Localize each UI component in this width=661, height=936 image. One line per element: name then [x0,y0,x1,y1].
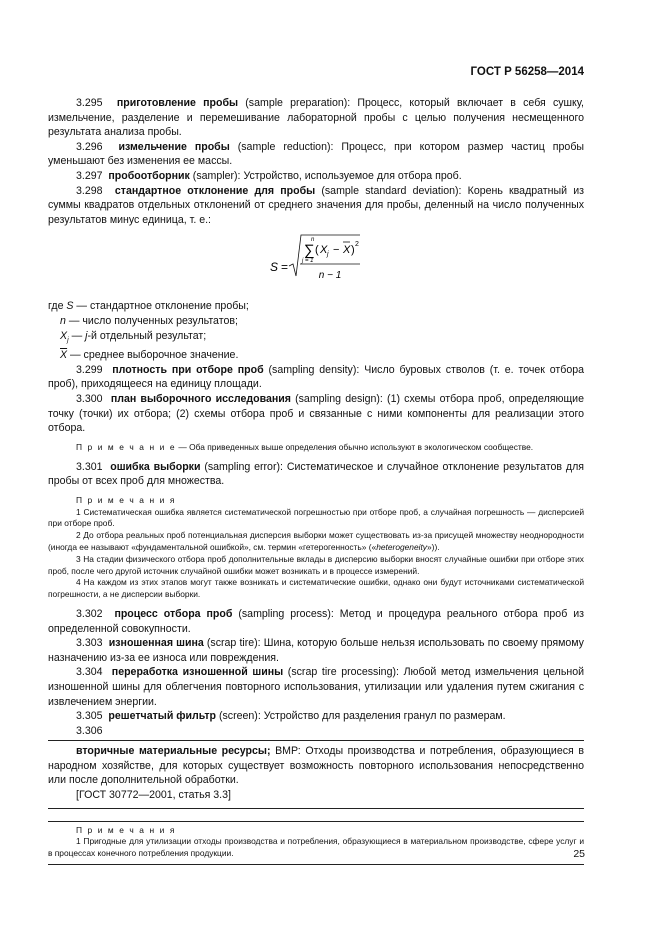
term: переработка изношенной шины [111,666,284,679]
xj-symbol: X [320,244,328,257]
term: плотность при отборе проб [112,363,264,376]
quoted-definition: вторичные материальные ресурсы; ВМР: Отходы производства и потребления, образующиеся в народном хозяйстве, для которых существует возможность повторного использования непосредственно или после дополнительной обработки. [48,745,584,787]
quoted-definition-box [48,740,584,808]
notes-3-306-box: П р и м е ч а н и я 1 Пригодные для утилизации отходы производства и потребления, образующиеся в материальном производстве, сфере услуг и в процессах конечного потребления продукции. [48,821,584,865]
note-2: 2 До отбора реальных проб потенциальная дисперсия выборки может существовать из-за присущей множеству неоднородности (иногда ее называют «фундаментальной ошибкой», см. термин «гетерогенность» («heterogeneity»)). [48,530,584,552]
entry-3-299: 3.299 плотность при отборе проб (sampling density): Число буровых стволов (т. е. точек отбора проб), приходящееся на единицу площади. [48,363,585,391]
entry-3-304: 3.304 переработка изношенной шины (scrap tire processing): Любой метод измельчения цельной изношенной шины для облегчения повторного использования, утилизации или удаления путем сжигания с извлечением энергии. [48,666,585,708]
note-1: 1 Систематическая ошибка является систематической погрешностью при отборе проб, а случайная погрешность — дисперсией при отборе проб. [48,506,584,529]
def-xbar: $\overline{X}$ — среднее выборочное значение. [60,349,239,362]
term: приготовление пробы [116,97,239,109]
term: измельчение пробы [118,140,230,153]
def-xj: $X_j$ — j-й отдельный результат; [60,329,207,344]
sum-sign: ∑ [304,242,315,260]
notes-3-301: П р и м е ч а н и я 1 Систематическая ошибка является систематической погрешностью при отборе проб, а случайная погрешность — дисперсией при отборе проб. 2 До отбора реальных проб потенциальная дисперсия выборки может существовать из-за присущей множеству неоднородности (иногда ее называют «фундаментальной ошибкой», см. термин «гетерогенность» («heterogeneity»)). 3 На стадии физического отбора проб дополнительные вклады в дисперсию выборки вносят случайные ошибки при отборе этих проб, после чего другой источник случайной ошибки может возникать и в процессе измерений. 4 На каждом из этих этапов могут также возникать и систематические ошибки, однако они будут источниками систематической погрешности, а не дисперсии выборки. [48,494,584,600]
def-n: n — число полученных результатов; [60,314,238,327]
entry-3-296: 3.296 измельчение пробы (sample reduction): Процесс, при котором размер частиц пробы уменьшают без изменения ее массы. [48,140,585,168]
page-content [48,96,584,865]
exponent: 2 [355,241,359,249]
term: план выборочного исследования [110,393,291,406]
std-deviation-formula [48,231,584,293]
minus-sign: − [333,244,340,257]
term: изношенная шина [108,637,204,650]
entry-3-295: 3.295 приготовление пробы (sample preparation): Процесс, который включает в себя сушку, измельчение, разделение и перемешивание лабораторной пробы с целью получения несмещенного результата анализа пробы. [48,97,584,139]
entry-3-298: 3.298 стандартное отклонение для пробы (sample standard deviation): Корень квадратный из суммы квадратов отдельных отклонений от среднего значения для пробы, деленный на число полученных результатов минус единица, т. е.: [48,184,584,226]
note-4: 4 На каждом из этих этапов могут также возникать и систематические ошибки, однако они будут источниками систематической погрешности, а не дисперсии выборки. [48,577,584,600]
term: решетчатый фильтр [108,710,217,723]
standard-header: ГОСТ Р 56258—2014 [470,66,584,78]
page-number: 25 [573,848,585,860]
entry-3-305: 3.305 решетчатый фильтр (screen): Устройство для разделения гранул по размерам. [76,710,506,723]
xbar-symbol: X [343,244,351,257]
entry-3-297: 3.297 пробоотборник (sampler): Устройство, используемое для отбора проб. [76,169,462,182]
entry-3-303: 3.303 изношенная шина (scrap tire): Шина, которую больше нельзя использовать по своему прямому назначению из-за ее износа или повреждения. [48,637,584,664]
sum-upper-limit: n [311,237,315,244]
formula-lhs: S [270,260,279,275]
open-paren: ( [315,244,319,257]
note-3-300: П р и м е ч а н и е — Оба приведенных выше определения обычно используют в экологическом сообществе. [76,441,534,452]
formula-definitions [48,299,584,362]
def-s: где S — стандартное отклонение пробы; [48,300,249,313]
term: процесс отбора проб [114,607,233,620]
formula-eq: = [281,260,289,275]
entry-3-302: 3.302 процесс отбора проб (sampling process): Метод и процедура реального отбора проб из определенной совокупности. [48,607,584,635]
term: пробоотборник [108,169,190,182]
note-1: 1 Пригодные для утилизации отходы производства и потребления, образующиеся в материальном производстве, сфере услуг и в процессах конечного потребления продукции. [48,836,584,859]
term: ошибка выборки [110,460,201,473]
entry-3-301: 3.301 ошибка выборки (sampling error): Систематическое и случайное отклонение результатов для пробы от всех проб для множества. [48,460,584,488]
quoted-reference: [ГОСТ 30772—2001, статья 3.3] [76,789,231,802]
xj-subscript: j [327,251,329,259]
term: стандартное отклонение для пробы [114,184,316,197]
entry-3-306: 3.306 [76,724,103,737]
sum-lower-limit: j = 1 [302,258,314,265]
formula-denominator: n − 1 [318,270,342,282]
close-paren: ) [351,244,355,257]
note-3: 3 На стадии физического отбора проб дополнительные вклады в дисперсию выборки вносят случайные ошибки при отборе этих проб, после чего другой источник случайной ошибки может возникать и в процессе измерений. [48,553,584,576]
formula-graphic [48,231,584,293]
entry-3-300: 3.300 план выборочного исследования (sampling design): (1) схемы отбора проб, определяющие точку (точки) их отбора; (2) схемы отбора проб и связанные с ними компоненты для реализации этого отбора. [48,393,584,435]
